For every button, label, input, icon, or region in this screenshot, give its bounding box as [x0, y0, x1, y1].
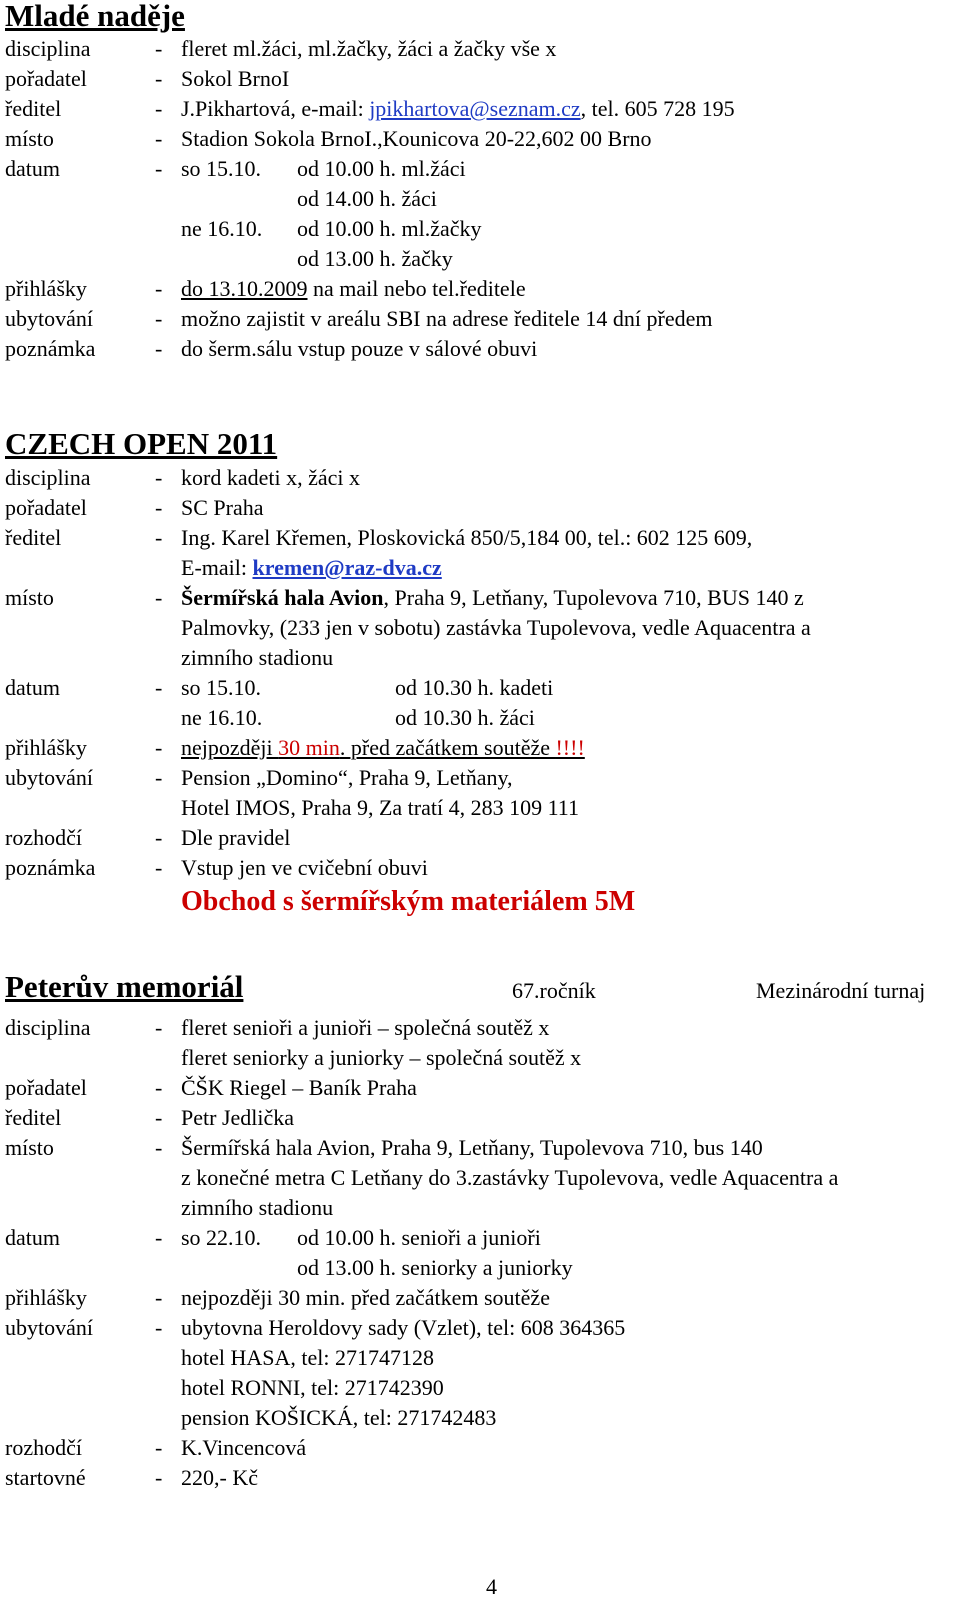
- s1-label-datum: datum: [5, 156, 60, 181]
- dash: -: [155, 96, 163, 121]
- section-title-mlade-nadeje: Mladé naděje: [5, 0, 185, 33]
- s2-misto-hall: Šermířská hala Avion: [181, 585, 384, 610]
- s1-row-misto: [0, 124, 960, 154]
- s1-row-datum-2: [0, 184, 960, 214]
- s3-misto-3: zimního stadionu: [181, 1195, 334, 1220]
- s3-label-disciplina: disciplina: [5, 1015, 91, 1040]
- s1-reditel: [181, 94, 735, 124]
- section-title-peteruv-memorial: Peterův memoriál: [5, 969, 244, 1004]
- s1-datum-day: ne 16.10.: [181, 216, 263, 241]
- s2-shop-notice: Obchod s šermířským materiálem 5M: [181, 886, 636, 917]
- s2-prihlasky: [181, 733, 585, 763]
- dash: -: [155, 306, 163, 331]
- s3-turnaj: Mezinárodní turnaj: [756, 978, 926, 1003]
- dash: -: [155, 66, 163, 91]
- s2-row-email: [0, 553, 960, 583]
- s3-row-misto-2: [0, 1163, 960, 1193]
- s2-ubytovani-1: Pension „Domino“, Praha 9, Letňany,: [181, 765, 513, 790]
- s2-row-poradatel: [0, 493, 960, 523]
- s1-row-poznamka: [0, 334, 960, 364]
- s3-prihlasky: nejpozději 30 min. před začátkem soutěže: [181, 1285, 550, 1310]
- s2-label-misto: místo: [5, 585, 54, 610]
- s3-label-reditel: ředitel: [5, 1105, 62, 1130]
- s2-prihlasky-minutes: 30 min: [278, 735, 340, 760]
- s2-misto-line2: Palmovky, (233 jen v sobotu) zastávka Tupolevova, vedle Aquacentra a: [181, 615, 811, 640]
- s1-label-poznamka: poznámka: [5, 336, 96, 361]
- s3-label-startovne: startovné: [5, 1465, 86, 1490]
- s3-row-misto: [0, 1133, 960, 1163]
- s2-row-ubytovani-2: [0, 793, 960, 823]
- s1-label-prihlasky: přihlášky: [5, 276, 87, 301]
- s3-poradatel: ČŠK Riegel – Baník Praha: [181, 1075, 417, 1100]
- s2-email: [181, 553, 442, 583]
- s3-ubytovani-item: pension KOŠICKÁ, tel: 271742483: [181, 1405, 497, 1430]
- s2-label-poznamka: poznámka: [5, 855, 96, 880]
- s3-reditel: Petr Jedlička: [181, 1105, 295, 1130]
- s2-row-misto-3: [0, 643, 960, 673]
- s3-row-ubytovani-3: [0, 1373, 960, 1403]
- s1-label-disciplina: disciplina: [5, 36, 91, 61]
- s3-misto-2: z konečné metra C Letňany do 3.zastávky Tupolevova, vedle Aquacentra a: [181, 1165, 839, 1190]
- s1-row-datum-4: [0, 244, 960, 274]
- s2-poradatel: SC Praha: [181, 495, 264, 520]
- s2-row-shop: [0, 884, 960, 920]
- s3-row-ubytovani-4: [0, 1403, 960, 1433]
- s3-rozhodci: K.Vincencová: [181, 1435, 307, 1460]
- s2-row-misto-2: [0, 613, 960, 643]
- s1-disciplina: fleret ml.žáci, ml.žačky, žáci a žačky vše x: [181, 36, 557, 61]
- dash: -: [155, 675, 163, 700]
- s1-row-reditel: [0, 94, 960, 124]
- s3-row-disciplina: [0, 1013, 960, 1043]
- dash: -: [155, 1015, 163, 1040]
- s3-disciplina-2: fleret seniorky a juniorky – společná soutěž x: [181, 1045, 582, 1070]
- s1-row-ubytovani: [0, 304, 960, 334]
- s1-poradatel: Sokol BrnoI: [181, 66, 290, 91]
- s3-ubytovani-item: hotel RONNI, tel: 271742390: [181, 1375, 444, 1400]
- s1-row-poradatel: [0, 64, 960, 94]
- s2-row-reditel: [0, 523, 960, 553]
- s3-row-ubytovani-2: [0, 1343, 960, 1373]
- dash: -: [155, 495, 163, 520]
- dash: -: [155, 1135, 163, 1160]
- dash: -: [155, 276, 163, 301]
- s2-misto-line3: zimního stadionu: [181, 645, 334, 670]
- page-number: 4: [486, 1574, 497, 1599]
- s3-datum-time: od 13.00 h. seniorky a juniorky: [297, 1255, 573, 1280]
- s1-row-prihlasky: [0, 274, 960, 304]
- s2-label-rozhodci: rozhodčí: [5, 825, 82, 850]
- s1-label-poradatel: pořadatel: [5, 66, 87, 91]
- dash: -: [155, 735, 163, 760]
- s2-row-disciplina: [0, 463, 960, 493]
- s1-row-datum: [0, 154, 960, 184]
- s2-misto: [181, 583, 804, 613]
- s2-label-disciplina: disciplina: [5, 465, 91, 490]
- s2-disciplina: kord kadeti x, žáci x: [181, 465, 360, 490]
- s3-row-poradatel: [0, 1073, 960, 1103]
- s2-ubytovani-2: Hotel IMOS, Praha 9, Za tratí 4, 283 109 111: [181, 795, 579, 820]
- s1-datum-day: so 15.10.: [181, 156, 262, 181]
- s1-row-disciplina: [0, 34, 960, 64]
- s3-row-misto-3: [0, 1193, 960, 1223]
- s3-ubytovani-item: hotel HASA, tel: 271747128: [181, 1345, 434, 1370]
- s1-reditel-phone: , tel. 605 728 195: [580, 96, 735, 121]
- s2-misto-rest: , Praha 9, Letňany, Tupolevova 710, BUS 140 z: [383, 585, 804, 610]
- s1-datum-time: od 14.00 h. žáci: [297, 186, 437, 211]
- dash: -: [155, 1225, 163, 1250]
- s2-label-prihlasky: přihlášky: [5, 735, 87, 760]
- s1-datum-time: od 10.00 h. ml.žačky: [297, 216, 482, 241]
- s3-row-startovne: [0, 1463, 960, 1493]
- s3-row-reditel: [0, 1103, 960, 1133]
- s2-label-ubytovani: ubytování: [5, 765, 93, 790]
- s3-row-datum-2: [0, 1253, 960, 1283]
- s2-datum-day: so 15.10.: [181, 675, 262, 700]
- s1-misto: Stadion Sokola BrnoI.,Kounicova 20-22,602 00 Brno: [181, 126, 652, 151]
- s3-datum-day: so 22.10.: [181, 1225, 262, 1250]
- s2-label-datum: datum: [5, 675, 60, 700]
- dash: -: [155, 1435, 163, 1460]
- s1-prihlasky: [181, 274, 526, 304]
- dash: -: [155, 1465, 163, 1490]
- s2-rozhodci: Dle pravidel: [181, 825, 291, 850]
- s2-row-prihlasky: [0, 733, 960, 763]
- s3-misto-1: Šermířská hala Avion, Praha 9, Letňany, Tupolevova 710, bus 140: [181, 1135, 763, 1160]
- s2-datum-time: od 10.30 h. kadeti: [395, 675, 554, 700]
- dash: -: [155, 825, 163, 850]
- dash: -: [155, 585, 163, 610]
- s2-prihlasky-exclaim: !!!!: [555, 735, 585, 760]
- s1-datum-time: od 13.00 h. žačky: [297, 246, 453, 271]
- s3-row-rozhodci: [0, 1433, 960, 1463]
- s1-datum-time: od 10.00 h. ml.žáci: [297, 156, 466, 181]
- s3-label-misto: místo: [5, 1135, 54, 1160]
- dash: -: [155, 765, 163, 790]
- s3-datum-time: od 10.00 h. senioři a junioři: [297, 1225, 541, 1250]
- s3-label-datum: datum: [5, 1225, 60, 1250]
- s2-row-ubytovani: [0, 763, 960, 793]
- s2-prihlasky-a: nejpozději: [181, 735, 279, 760]
- dash: -: [155, 126, 163, 151]
- s2-label-reditel: ředitel: [5, 525, 62, 550]
- s1-prihlasky-deadline: do 13.10.2009: [181, 276, 308, 301]
- s1-row-datum-3: [0, 214, 960, 244]
- s2-datum-time: od 10.30 h. žáci: [395, 705, 535, 730]
- s2-prihlasky-c: . před začátkem soutěže: [339, 735, 556, 760]
- s2-row-datum-2: [0, 703, 960, 733]
- s1-label-ubytovani: ubytování: [5, 306, 93, 331]
- s1-reditel-name: J.Pikhartová, e-mail:: [181, 96, 370, 121]
- s2-row-misto: [0, 583, 960, 613]
- s2-email-label: E-mail:: [181, 555, 253, 580]
- s1-prihlasky-rest: na mail nebo tel.ředitele: [307, 276, 526, 301]
- s2-row-datum: [0, 673, 960, 703]
- dash: -: [155, 1075, 163, 1100]
- s3-label-rozhodci: rozhodčí: [5, 1435, 82, 1460]
- dash: -: [155, 336, 163, 361]
- dash: -: [155, 1105, 163, 1130]
- s1-email-link[interactable]: jpikhartova@seznam.cz: [369, 96, 581, 121]
- dash: -: [155, 1285, 163, 1310]
- dash: -: [155, 525, 163, 550]
- s2-poznamka: Vstup jen ve cvičební obuvi: [181, 855, 428, 880]
- s3-row-disciplina-2: [0, 1043, 960, 1073]
- s3-label-prihlasky: přihlášky: [5, 1285, 87, 1310]
- s1-label-reditel: ředitel: [5, 96, 62, 121]
- dash: -: [155, 465, 163, 490]
- s3-disciplina-1: fleret senioři a junioři – společná soutěž x: [181, 1015, 550, 1040]
- s3-row-prihlasky: [0, 1283, 960, 1313]
- s2-row-rozhodci: [0, 823, 960, 853]
- s1-poznamka: do šerm.sálu vstup pouze v sálové obuvi: [181, 336, 538, 361]
- s3-ubytovani-item: ubytovna Heroldovy sady (Vzlet), tel: 608 364365: [181, 1315, 626, 1340]
- section-title-czech-open: CZECH OPEN 2011: [5, 426, 278, 461]
- s2-email-link[interactable]: kremen@raz-dva.cz: [252, 555, 442, 580]
- s2-reditel: Ing. Karel Křemen, Ploskovická 850/5,184 00, tel.: 602 125 609,: [181, 525, 753, 550]
- dash: -: [155, 156, 163, 181]
- s3-label-ubytovani: ubytování: [5, 1315, 93, 1340]
- s2-row-poznamka: [0, 853, 960, 883]
- s3-startovne: 220,- Kč: [181, 1465, 258, 1490]
- s3-row-ubytovani: [0, 1313, 960, 1343]
- s3-label-poradatel: pořadatel: [5, 1075, 87, 1100]
- dash: -: [155, 1315, 163, 1340]
- dash: -: [155, 855, 163, 880]
- s2-datum-day: ne 16.10.: [181, 705, 263, 730]
- s1-label-misto: místo: [5, 126, 54, 151]
- dash: -: [155, 36, 163, 61]
- s2-label-poradatel: pořadatel: [5, 495, 87, 520]
- s1-ubytovani: možno zajistit v areálu SBI na adrese ředitele 14 dní předem: [181, 306, 713, 331]
- s3-rocnik: 67.ročník: [512, 978, 596, 1003]
- s3-row-datum: [0, 1223, 960, 1253]
